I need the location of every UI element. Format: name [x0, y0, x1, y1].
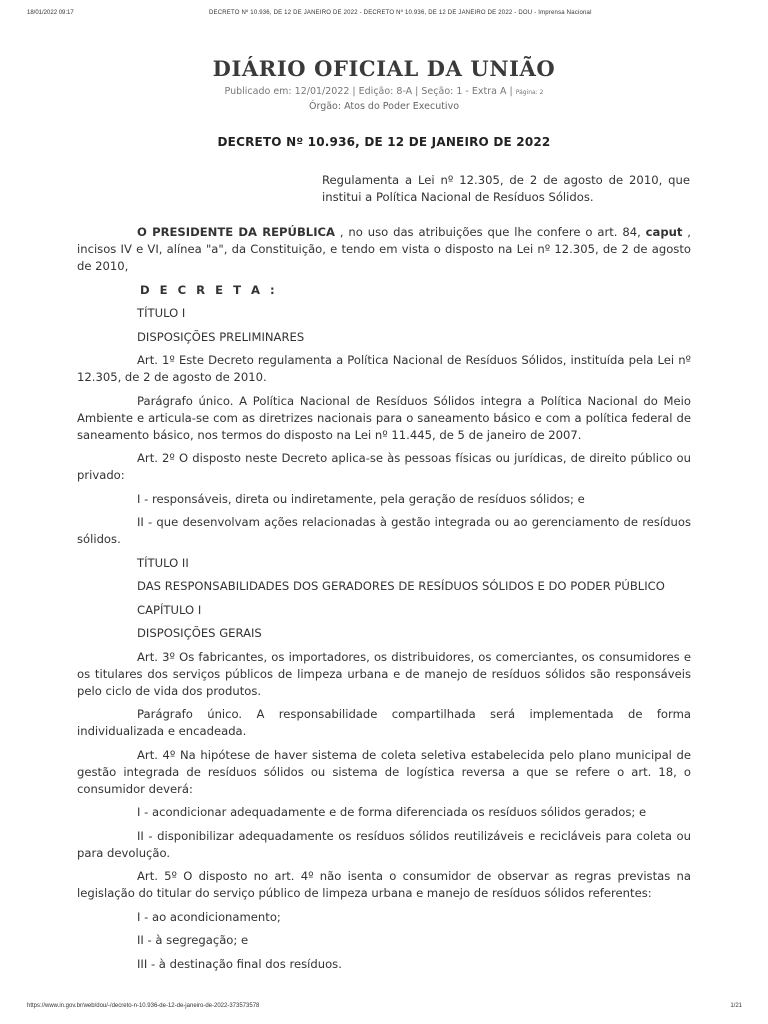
paragraph-art-2: Art. 2º O disposto neste Decreto aplica-se às pessoas físicas ou jurídicas, de direito público ou privado:	[77, 451, 691, 482]
publication-info	[0, 86, 768, 97]
paragraph-list	[77, 305, 691, 973]
paragraph-titulo-2: TÍTULO II	[137, 555, 189, 570]
paragraph-art-4: Art. 4º Na hipótese de haver sistema de coleta seletiva estabelecida pelo plano municipal de gestão integrada de resíduos sólidos ou sistema de logística reversa a que se refere o art. 18, o consumidor deverá:	[77, 747, 691, 796]
paragraph-disposicoes-gerais: DISPOSIÇÕES GERAIS	[137, 626, 262, 640]
paragraph-art-4-inciso-1: I - acondicionar adequadamente e de forma diferenciada os resíduos sólidos gerados; e	[137, 805, 647, 819]
page-url: https://www.in.gov.br/web/dou/-/decreto-n-10.936-de-12-de-janeiro-de-2022-373573578	[27, 1003, 260, 1009]
print-page-title: DECRETO Nº 10.936, DE 12 DE JANEIRO DE 2022 - DECRETO Nº 10.936, DE 12 DE JANEIRO DE 2022 - DOU - Imprensa Nacional	[209, 10, 592, 16]
masthead	[0, 56, 768, 112]
paragraph-das-responsabilidades: DAS RESPONSABILIDADES DOS GERADORES DE RESÍDUOS SÓLIDOS E DO PODER PÚBLICO	[137, 579, 665, 593]
decreta-heading: D E C R E T A :	[140, 282, 278, 297]
president-label: O PRESIDENTE DA REPÚBLICA	[137, 225, 335, 239]
preamble	[77, 224, 691, 275]
paragraph-art-5: Art. 5º O disposto no art. 4º não isenta o consumidor de observar as regras previstas na legislação do titular do serviço público de limpeza urbana e manejo de resíduos sólidos referentes:	[77, 869, 691, 900]
caput-term: caput	[645, 225, 683, 239]
preamble-text-2: , incisos IV e VI, alínea "a", da Constituição, e tendo em vista o disposto na Lei nº 12.305, de 2 de agosto de 2010,	[77, 225, 691, 273]
paragraph-art-4-inciso-2: II - disponibilizar adequadamente os resíduos sólidos reutilizáveis e recicláveis para coleta ou para devolução.	[77, 828, 691, 860]
print-footer	[0, 1003, 768, 1015]
print-datetime: 18/01/2022 09:17	[27, 10, 74, 16]
paragraph-titulo-1: TÍTULO I	[137, 306, 186, 320]
paragraph-art-5-inciso-3: III - à destinação final dos resíduos.	[137, 956, 342, 971]
paragraph-art-3: Art. 3º Os fabricantes, os importadores, os distribuidores, os comerciantes, os consumidores e os titulares dos serviços públicos de limpeza urbana e de manejo de resíduos sólidos são responsáveis pelo ciclo de vida dos produtos.	[77, 649, 691, 698]
page-reference: Página: 2	[515, 89, 544, 96]
paragraph-paragrafo-unico-1: Parágrafo único. A Política Nacional de Resíduos Sólidos integra a Política Nacional do Meio Ambiente e articula-se com as diretrizes nacionais para o saneamento básico e com a política federal de saneamento básico, nos termos do disposto na Lei nº 11.445, de 5 de janeiro de 2007.	[77, 393, 691, 442]
publication-details: Publicado em: 12/01/2022 | Edição: 8-A | Seção: 1 - Extra A |	[224, 86, 513, 97]
print-header	[0, 10, 768, 22]
paragraph-art-5-inciso-1: I - ao acondicionamento;	[137, 909, 281, 924]
page-number: 1/21	[730, 1003, 742, 1009]
ementa: Regulamenta a Lei nº 12.305, de 2 de agosto de 2010, que institui a Política Nacional de Resíduos Sólidos.	[322, 173, 690, 204]
paragraph-art-2-inciso-1: I - responsáveis, direta ou indiretamente, pela geração de resíduos sólidos; e	[137, 491, 585, 506]
paragraph-disposicoes-preliminares: DISPOSIÇÕES PRELIMINARES	[137, 329, 305, 344]
paragraph-paragrafo-unico-3: Parágrafo único. A responsabilidade compartilhada será implementada de forma individualizada e encadeada.	[77, 707, 691, 738]
paragraph-capitulo-1: CAPÍTULO I	[137, 602, 202, 617]
publication-title: DIÁRIO OFICIAL DA UNIÃO	[212, 56, 556, 81]
paragraph-art-2-inciso-2: II - que desenvolvam ações relacionadas à gestão integrada ou ao gerenciamento de resíduos sólidos.	[77, 515, 691, 546]
decree-body	[77, 224, 691, 979]
paragraph-art-1: Art. 1º Este Decreto regulamenta a Política Nacional de Resíduos Sólidos, instituída pela Lei nº 12.305, de 2 de agosto de 2010.	[77, 353, 691, 384]
paragraph-art-5-inciso-2: II - à segregação; e	[137, 933, 249, 947]
preamble-text-1: , no uso das atribuições que lhe confere o art. 84,	[334, 225, 646, 239]
decree-title: DECRETO Nº 10.936, DE 12 DE JANEIRO DE 2022	[217, 135, 551, 149]
issuing-organ: Órgão: Atos do Poder Executivo	[308, 101, 460, 112]
